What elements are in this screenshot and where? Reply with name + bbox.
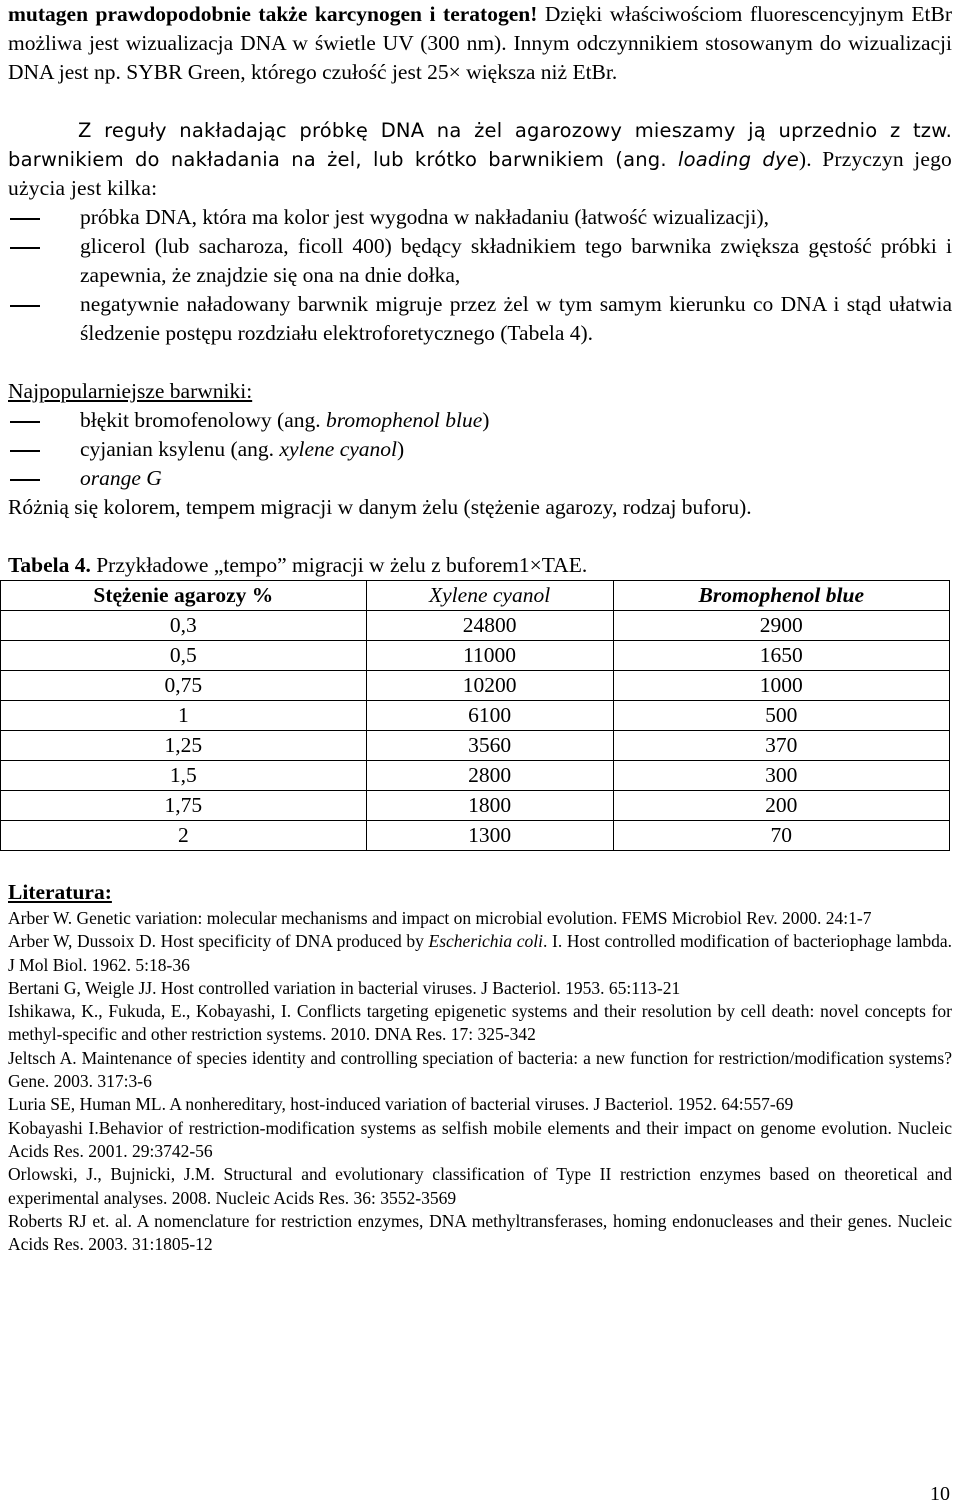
reference-item: Bertani G, Weigle JJ. Host controlled variation in bacterial viruses. J Bacteriol. 1953. 65:113-21 — [8, 977, 681, 998]
table-caption-label: Tabela 4. — [8, 553, 91, 577]
reference-item: Jeltsch A. Maintenance of species identity and controlling speciation of bacteria: a new function for restriction/modification systems? Gene. 2003. 317:3-6 — [8, 1047, 952, 1092]
list-item: orange G — [8, 464, 952, 493]
dyes-list — [8, 406, 952, 493]
document-page — [8, 0, 952, 1256]
literature-heading: Literatura: — [8, 880, 112, 904]
header-agarose: Stężenie agarozy % — [1, 581, 367, 611]
dash-bullet — [8, 232, 58, 261]
table-row: 1,75 1800 200 — [1, 791, 950, 821]
loading-text: Z reguły nakładając próbkę DNA na żel agarozowy mieszamy ją uprzednio z tzw. barwnikiem do nakładania na żel, lub krótko barwnikiem (ang. — [8, 119, 952, 171]
references-list — [8, 907, 952, 1256]
dyes-heading: Najpopularniejsze barwniki: — [8, 379, 253, 403]
table-row: 0,75 10200 1000 — [1, 671, 950, 701]
dash-bullet — [8, 290, 58, 319]
list-item: glicerol (lub sacharoza, ficoll 400) będący składnikiem tego barwnika zwiększa gęstość próbki i zapewnia, że znajdzie się ona na dnie dołka, — [8, 232, 952, 290]
reference-item: Arber W, Dussoix D. Host specificity of DNA produced by Escherichia coli. I. Host controlled modification of bacteriophage lambda. J Mol Biol. 1962. 5:18-36 — [8, 931, 953, 975]
loading-reasons-list — [8, 203, 952, 348]
loading-dye-term: loading dye — [677, 148, 799, 171]
header-xylene: Xylene cyanol — [366, 581, 613, 611]
loading-paragraph — [8, 116, 952, 203]
table-row: 0,3 24800 2900 — [1, 611, 950, 641]
header-bromophenol: Bromophenol blue — [613, 581, 949, 611]
table-caption-text: Przykładowe „tempo” migracji w żelu z buforem1×TAE. — [90, 553, 588, 577]
dyes-summary: Różnią się kolorem, tempem migracji w danym żelu (stężenie agarozy, rodzaj buforu). — [8, 495, 752, 519]
list-item: próbka DNA, która ma kolor jest wygodna w nakładaniu (łatwość wizualizacji), — [8, 203, 952, 232]
migration-table — [0, 580, 950, 851]
dash-bullet — [8, 203, 58, 232]
page-number: 10 — [930, 1483, 950, 1505]
reference-item: Roberts RJ et. al. A nomenclature for restriction enzymes, DNA methyltransferases, homing endonucleases and their genes. Nucleic Acids Res. 2003. 31:1805-12 — [8, 1210, 952, 1255]
table-caption — [8, 551, 952, 580]
table-header-row — [1, 581, 950, 611]
dash-bullet — [8, 406, 58, 435]
table-row: 1,25 3560 370 — [1, 731, 950, 761]
list-item: błękit bromofenolowy (ang. bromophenol blue) — [8, 406, 952, 435]
reference-item: Ishikawa, K., Fukuda, E., Kobayashi, I. Conflicts targeting epigenetic systems and their resolution by cell death: novel concepts for methyl-specific and other restriction systems. 2010. DNA Res. 17: 325-342 — [8, 1001, 952, 1045]
reference-item: Orlowski, J., Bujnicki, J.M. Structural and evolutionary classification of Type II restriction enzymes based on theoretical and experimental analyses. 2008. Nucleic Acids Res. 36: 3552-3569 — [8, 1164, 952, 1208]
table-row: 2 1300 70 — [1, 821, 950, 851]
dash-bullet — [8, 435, 58, 464]
table-row: 0,5 11000 1650 — [1, 641, 950, 671]
reference-item: Luria SE, Human ML. A nonhereditary, host-induced variation of bacterial viruses. J Bacteriol. 1952. 64:557-69 — [8, 1094, 794, 1115]
intro-line1-rest: Dzięki właściwościom — [537, 2, 743, 26]
list-item: cyjanian ksylenu (ang. xylene cyanol) — [8, 435, 952, 464]
table-row: 1,5 2800 300 — [1, 761, 950, 791]
intro-rest: fluorescencyjnym EtBr możliwa jest wizualizacja DNA w świetle UV (300 nm). Innym odczynnikiem stosowanym do wizualizacji DNA jest np. SYBR Green, którego czułość jest 25× większa niż EtBr. — [8, 2, 952, 84]
reference-item: Arber W. Genetic variation: molecular mechanisms and impact on microbial evolution. FEMS Microbiol Rev. 2000. 24:1-7 — [8, 908, 872, 928]
intro-paragraph — [8, 0, 952, 87]
intro-warning: mutagen prawdopodobnie także karcynogen i teratogen! — [8, 2, 538, 26]
reference-item: Kobayashi I.Behavior of restriction-modification systems as selfish mobile elements and their impact on genome evolution. Nucleic Acids Res. 2001. 29:3742-56 — [8, 1117, 952, 1161]
table-row: 1 6100 500 — [1, 701, 950, 731]
dash-bullet — [8, 464, 58, 493]
list-item: negatywnie naładowany barwnik migruje przez żel w tym samym kierunku co DNA i stąd ułatwia śledzenie postępu rozdziału elektroforetycznego (Tabela 4). — [8, 290, 952, 348]
loading-text-end: ). Przyczyn jego użycia jest kilka: — [8, 147, 952, 200]
